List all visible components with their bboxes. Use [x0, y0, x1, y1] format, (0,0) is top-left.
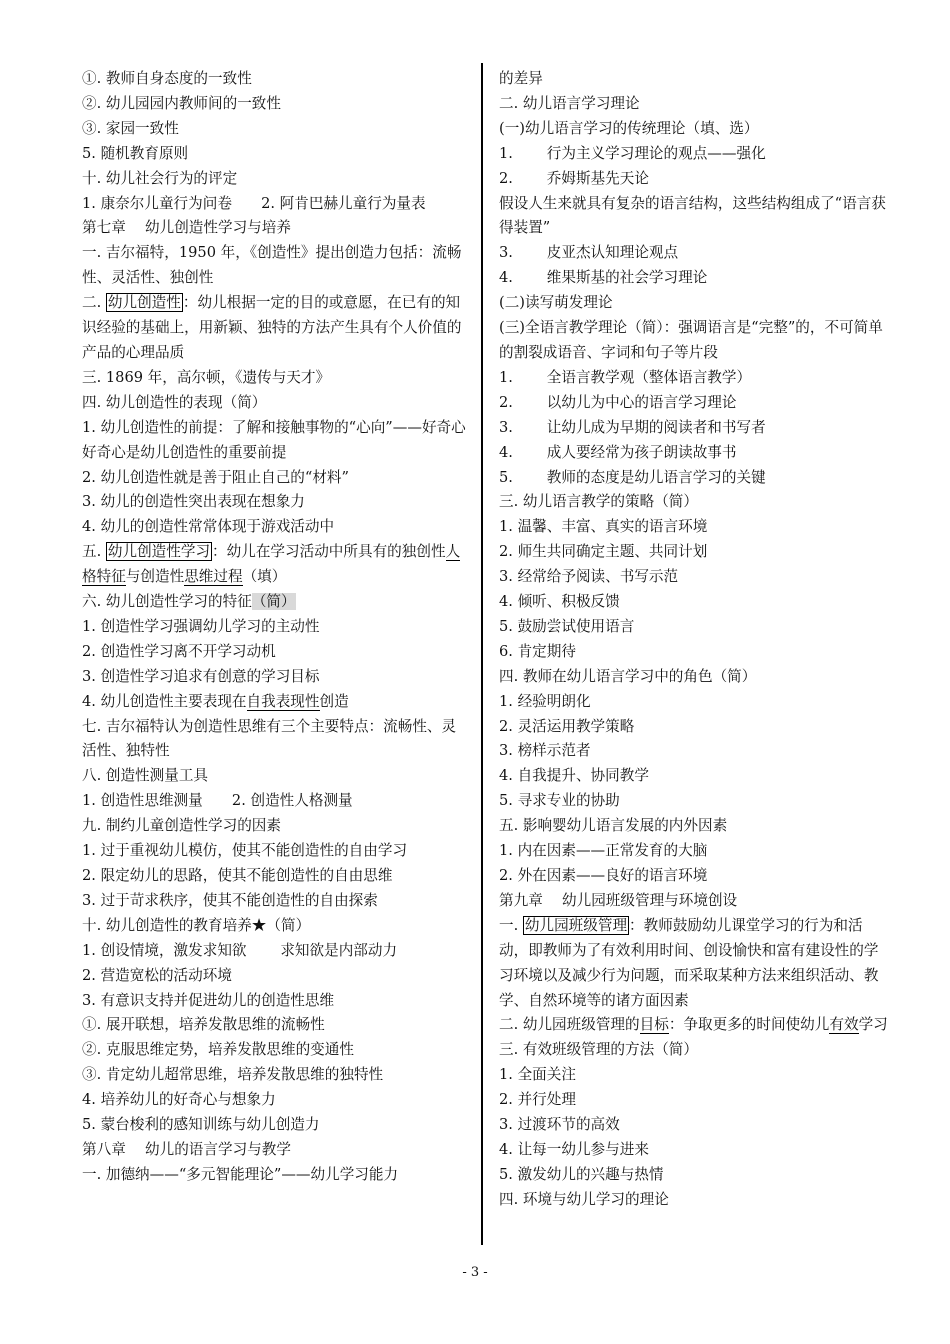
text-line: 4. 让每一幼儿参与进来 [499, 1140, 649, 1158]
boxed-term: 幼儿创造性 [107, 294, 181, 312]
line-text: 创造 [319, 692, 349, 710]
line-text: （填） [242, 568, 287, 586]
text-line: 6. 肯定期待 [499, 642, 576, 660]
text-line: 三. 1869 年，高尔顿，《遗传与天才》 [82, 368, 331, 386]
text-line: 4. 培养幼儿的好奇心与想象力 [82, 1091, 276, 1109]
text-line: 第七章 幼儿创造性学习与培养 [82, 219, 291, 237]
line-text: 一. [499, 916, 523, 934]
column-divider [481, 63, 483, 1245]
text-line: 1. 全语言教学观（整体语言教学） [499, 368, 752, 386]
boxed-term: 幼儿园班级管理 [524, 916, 628, 934]
text-line: 假设人生来就具有复杂的语言结构，这些结构组成了“语言获得装置” [499, 194, 886, 237]
text-line: 3. 过渡环节的高效 [499, 1116, 620, 1134]
line-text: 二. [82, 294, 106, 312]
text-line: 四. 环境与幼儿学习的理论 [499, 1190, 669, 1208]
line-text: 六. 幼儿创造性学习的特征 [82, 593, 252, 611]
text-line: 七. 吉尔福特认为创造性思维有三个主要特点：流畅性、灵活性、独特性 [82, 717, 457, 760]
text-line: ③. 肯定幼儿超常思维，培养发散思维的独特性 [82, 1066, 384, 1084]
text-line: 2. 灵活运用教学策略 [499, 717, 635, 735]
text-line: 5. 蒙台梭利的感知训练与幼儿创造力 [82, 1116, 320, 1134]
text-line: 1. 创设情境，激发求知欲 求知欲是内部动力 [82, 941, 398, 959]
text-line: 1. 全面关注 [499, 1066, 576, 1084]
text-line: 4. 维果斯基的社会学习理论 [499, 269, 708, 287]
line-text: ：教师鼓励幼儿课堂学习的行为和活动，即教师为了有效利用时间、创设愉快和富有建设性的学习环境以及减少行为问题，而采取某种方法来组织活动、教学、自然环境等的诸方面因素 [499, 916, 879, 1009]
text-line: 五. 影响婴幼儿语言发展的内外因素 [499, 817, 728, 835]
underlined-term: 自我表现性 [246, 692, 320, 710]
line-text: 学习 [858, 1016, 888, 1034]
text-line: 2. 并行处理 [499, 1091, 576, 1109]
text-line [499, 1013, 889, 1038]
text-line [82, 590, 470, 615]
text-line: 2. 外在因素——良好的语言环境 [499, 867, 708, 884]
text-line: 2. 师生共同确定主题、共同计划 [499, 543, 708, 561]
text-line: 1. 行为主义学习理论的观点——强化 [499, 144, 766, 162]
text-line: 二. 幼儿语言学习理论 [499, 94, 640, 112]
text-line: 2. 营造宽松的活动环境 [82, 966, 232, 984]
text-line: 3. 皮亚杰认知理论观点 [499, 244, 679, 262]
text-line: 3. 创造性学习追求有创意的学习目标 [82, 667, 320, 685]
text-line: 5. 鼓励尝试使用语言 [499, 617, 635, 635]
text-line: 1. 康奈尔儿童行为问卷 2. 阿肯巴赫儿童行为量表 [82, 194, 426, 212]
underlined-term: 人格特征 [82, 543, 461, 586]
text-line: 四. 教师在幼儿语言学习中的角色（简） [499, 667, 757, 685]
text-line [499, 914, 889, 1014]
text-line: 八. 创造性测量工具 [82, 767, 209, 785]
text-line: 5. 激发幼儿的兴趣与热情 [499, 1165, 664, 1183]
left-column [82, 67, 470, 1188]
text-line [82, 690, 470, 715]
line-text: ：争取更多的时间使幼儿 [668, 1016, 830, 1034]
text-line: ①. 展开联想，培养发散思维的流畅性 [82, 1016, 325, 1034]
text-line: 三. 幼儿语言教学的策略（简） [499, 493, 698, 511]
text-line: ①. 教师自身态度的一致性 [82, 70, 252, 87]
text-line: 5. 寻求专业的协助 [499, 792, 620, 810]
text-line [82, 540, 470, 590]
line-text: 4. 幼儿创造性主要表现在 [82, 692, 247, 710]
text-line: ②. 克服思维定势，培养发散思维的变通性 [82, 1041, 354, 1059]
underlined-term: 目标 [639, 1016, 669, 1034]
text-line: (二)读写萌发理论 [499, 294, 613, 312]
text-line: 2. 限定幼儿的思路，使其不能创造性的自由思维 [82, 867, 393, 884]
text-line: (三)全语言教学理论（简）：强调语言是“完整”的，不可简单的割裂成语音、字词和句子等片段 [499, 319, 883, 361]
underlined-term: 思维过程 [184, 568, 243, 586]
text-line: 一. 加德纳——“多元智能理论”——幼儿学习能力 [82, 1165, 399, 1183]
text-line: 2. 乔姆斯基先天论 [499, 169, 649, 187]
text-line: 2. 创造性学习离不开学习动机 [82, 642, 276, 660]
text-line: 3. 过于苛求秩序，使其不能创造性的自由探索 [82, 891, 378, 909]
text-line: 第九章 幼儿园班级管理与环境创设 [499, 891, 738, 909]
boxed-term: 幼儿创造性学习 [107, 543, 211, 561]
highlighted-text: （简） [251, 593, 296, 611]
text-line: 3. 有意识支持并促进幼儿的创造性思维 [82, 991, 335, 1009]
text-line: 4. 倾听、积极反馈 [499, 593, 620, 611]
text-line: 2. 幼儿创造性就是善于阻止自己的“材料” [82, 468, 349, 486]
text-line: 九. 制约儿童创造性学习的因素 [82, 817, 281, 835]
text-line: ②. 幼儿园园内教师间的一致性 [82, 94, 281, 112]
text-line: 4. 成人要经常为孩子朗读故事书 [499, 443, 737, 461]
text-line: 1. 经验明朗化 [499, 692, 591, 710]
text-line: 3. 经常给予阅读、书写示范 [499, 568, 679, 586]
line-text: ：幼儿根据一定的目的或意愿，在已有的知识经验的基础上，用新颖、独特的方法产生具有个人价值的产品的心理品质 [82, 294, 462, 361]
text-line: 1. 幼儿创造性的前提：了解和接触事物的“心向”——好奇心 [82, 418, 466, 436]
line-text: 五. [82, 543, 106, 561]
text-line: 十. 幼儿社会行为的评定 [82, 169, 238, 187]
text-line: 四. 幼儿创造性的表现（简） [82, 393, 267, 411]
page-number: - 3 - [462, 1265, 488, 1280]
text-line: 3. 让幼儿成为早期的阅读者和书写者 [499, 418, 766, 436]
text-line: (一)幼儿语言学习的传统理论（填、选） [499, 119, 759, 137]
text-line: ③. 家园一致性 [82, 119, 179, 137]
text-line: 三. 有效班级管理的方法（简） [499, 1041, 698, 1059]
text-line: 1. 创造性思维测量 2. 创造性人格测量 [82, 792, 353, 810]
text-line: 3. 榜样示范者 [499, 742, 591, 760]
text-line: 十. 幼儿创造性的教育培养★（简） [82, 916, 311, 934]
text-line: 1. 过于重视幼儿模仿，使其不能创造性的自由学习 [82, 842, 408, 860]
line-text: 二. 幼儿园班级管理的 [499, 1016, 640, 1034]
text-line: 1. 创造性学习强调幼儿学习的主动性 [82, 617, 320, 635]
text-line: 1. 内在因素——正常发育的大脑 [499, 842, 708, 860]
text-line: 4. 幼儿的创造性常常体现于游戏活动中 [82, 518, 335, 536]
text-line: 的差异 [499, 70, 543, 87]
text-line: 5. 教师的态度是幼儿语言学习的关键 [499, 468, 766, 486]
text-line: 第八章 幼儿的语言学习与教学 [82, 1140, 291, 1158]
text-line: 3. 幼儿的创造性突出表现在想象力 [82, 493, 305, 511]
text-line: 4. 自我提升、协同教学 [499, 767, 649, 785]
underlined-term: 有效 [829, 1016, 859, 1034]
right-column [499, 67, 889, 1213]
text-line: 2. 以幼儿为中心的语言学习理论 [499, 393, 737, 411]
text-line [82, 291, 470, 366]
text-line: 好奇心是幼儿创造性的重要前提 [82, 443, 287, 461]
text-line: 5. 随机教育原则 [82, 144, 189, 162]
text-line: 1. 温馨、丰富、真实的语言环境 [499, 518, 708, 536]
line-text: ：幼儿在学习活动中所具有的独创性 [212, 543, 446, 561]
line-text: 与创造性 [125, 568, 185, 586]
text-line: 一. 吉尔福特，1950 年，《创造性》提出创造力包括：流畅性、灵活性、独创性 [82, 244, 462, 287]
